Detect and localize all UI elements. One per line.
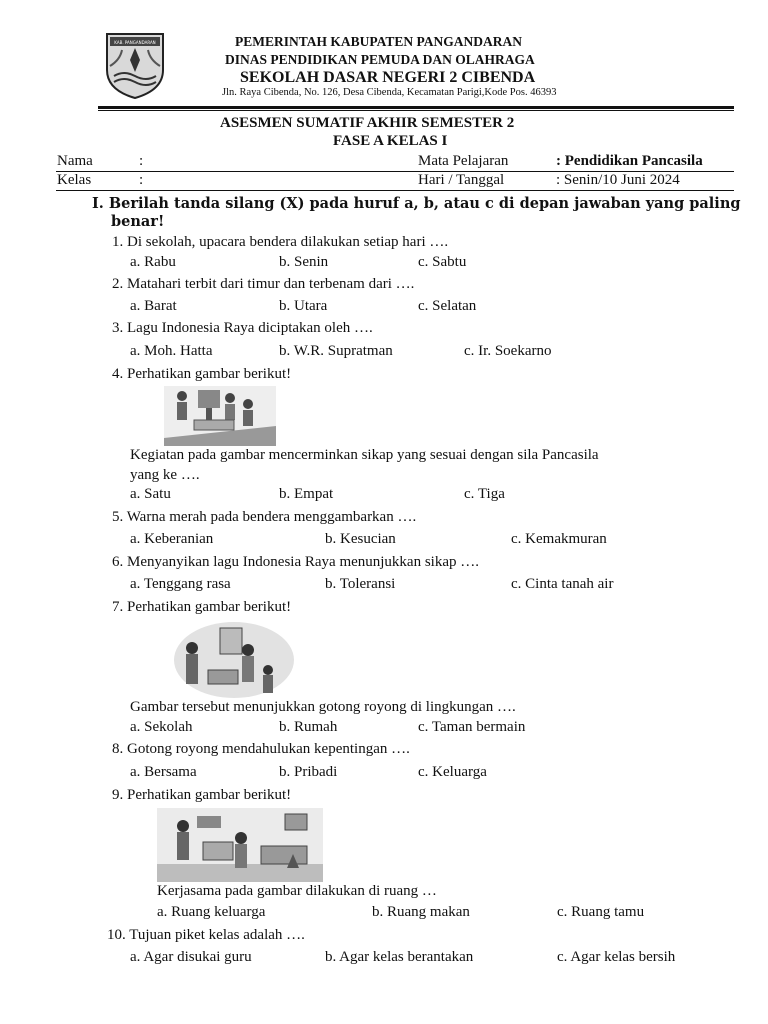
question-4: 4. Perhatikan gambar berikut! (112, 366, 292, 382)
nama-colon: : (139, 153, 144, 169)
question-1: 1. Di sekolah, upacara bendera dilakukan setiap hari …. (112, 234, 449, 250)
q5-option-c[interactable]: c. Kemakmuran (511, 531, 607, 547)
header-divider (98, 106, 734, 109)
kelas-label: Kelas (57, 172, 92, 188)
question-9: 9. Perhatikan gambar berikut! (112, 787, 292, 803)
q6-option-c[interactable]: c. Cinta tanah air (511, 576, 614, 592)
q5-option-a[interactable]: a. Keberanian (130, 531, 214, 547)
q1-option-c[interactable]: c. Sabtu (418, 254, 467, 270)
info-divider-2 (56, 190, 734, 191)
q1-option-a[interactable]: a. Rabu (130, 254, 176, 270)
q6-option-a[interactable]: a. Tenggang rasa (130, 576, 231, 592)
q2-option-a[interactable]: a. Barat (130, 298, 177, 314)
header-line-2: DINAS PENDIDIKAN PEMUDA DAN OLAHRAGA (225, 52, 535, 67)
q8-option-c[interactable]: c. Keluarga (418, 764, 487, 780)
q4-option-a[interactable]: a. Satu (130, 486, 171, 502)
hari-label: Hari / Tanggal (418, 172, 505, 188)
q1-option-b[interactable]: b. Senin (279, 254, 329, 270)
nama-label: Nama (57, 153, 93, 169)
school-district-logo (104, 30, 166, 100)
mapel-label: Mata Pelajaran (418, 153, 509, 169)
question-2: 2. Matahari terbit dari timur dan terbenam dari …. (112, 276, 415, 292)
question-5: 5. Warna merah pada bendera menggambarkan …. (112, 509, 417, 525)
q4-stem-line-1: Kegiatan pada gambar mencerminkan sikap yang sesuai dengan sila Pancasila (130, 447, 599, 463)
q9-option-c[interactable]: c. Ruang tamu (557, 904, 645, 920)
school-name: SEKOLAH DASAR NEGERI 2 CIBENDA (240, 69, 536, 86)
q4-option-c[interactable]: c. Tiga (464, 486, 505, 502)
question-6: 6. Menyanyikan lagu Indonesia Raya menunjukkan sikap …. (112, 554, 480, 570)
q9-option-a[interactable]: a. Ruang keluarga (157, 904, 266, 920)
q2-option-b[interactable]: b. Utara (279, 298, 328, 314)
kelas-colon: : (139, 172, 144, 188)
q7-option-c[interactable]: c. Taman bermain (418, 719, 526, 735)
q7-illustration (168, 620, 294, 698)
hari-value: : Senin/10 Juni 2024 (556, 172, 680, 188)
header-divider-thin (98, 110, 734, 111)
q9-illustration (157, 808, 323, 882)
q7-option-a[interactable]: a. Sekolah (130, 719, 193, 735)
q4-option-b[interactable]: b. Empat (279, 486, 334, 502)
q3-option-c[interactable]: c. Ir. Soekarno (464, 343, 552, 359)
q8-option-a[interactable]: a. Bersama (130, 764, 197, 780)
mapel-value: : Pendidikan Pancasila (556, 153, 703, 169)
exam-title: ASESMEN SUMATIF AKHIR SEMESTER 2 (220, 115, 515, 131)
q9-stem: Kerjasama pada gambar dilakukan di ruang … (157, 883, 437, 899)
question-10: 10. Tujuan piket kelas adalah …. (107, 927, 305, 943)
q10-option-c[interactable]: c. Agar kelas bersih (557, 949, 676, 965)
q10-option-b[interactable]: b. Agar kelas berantakan (325, 949, 474, 965)
question-3: 3. Lagu Indonesia Raya diciptakan oleh …. (112, 320, 373, 336)
q4-illustration (164, 386, 276, 446)
instruction-line-1: I. Berilah tanda silang (X) pada huruf a, b, atau c di depan jawaban yang paling (92, 195, 741, 212)
exam-subtitle: FASE A KELAS I (333, 133, 448, 149)
q3-option-a[interactable]: a. Moh. Hatta (130, 343, 213, 359)
q7-stem: Gambar tersebut menunjukkan gotong royong di lingkungan …. (130, 699, 516, 715)
header-line-1: PEMERINTAH KABUPATEN PANGANDARAN (235, 34, 522, 49)
question-8: 8. Gotong royong mendahulukan kepentingan …. (112, 741, 410, 757)
q7-option-b[interactable]: b. Rumah (279, 719, 338, 735)
q8-option-b[interactable]: b. Pribadi (279, 764, 338, 780)
logo-text: KAB. PANGANDARAN (114, 40, 156, 45)
q4-stem-line-2: yang ke …. (130, 467, 200, 483)
q3-option-b[interactable]: b. W.R. Supratman (279, 343, 393, 359)
q6-option-b[interactable]: b. Toleransi (325, 576, 396, 592)
q2-option-c[interactable]: c. Selatan (418, 298, 477, 314)
q5-option-b[interactable]: b. Kesucian (325, 531, 396, 547)
question-7: 7. Perhatikan gambar berikut! (112, 599, 292, 615)
school-address: Jln. Raya Cibenda, No. 126, Desa Cibenda, Kecamatan Parigi,Kode Pos. 46393 (222, 87, 557, 98)
q9-option-b[interactable]: b. Ruang makan (372, 904, 470, 920)
q10-option-a[interactable]: a. Agar disukai guru (130, 949, 252, 965)
instruction-line-2: benar! (111, 213, 165, 230)
